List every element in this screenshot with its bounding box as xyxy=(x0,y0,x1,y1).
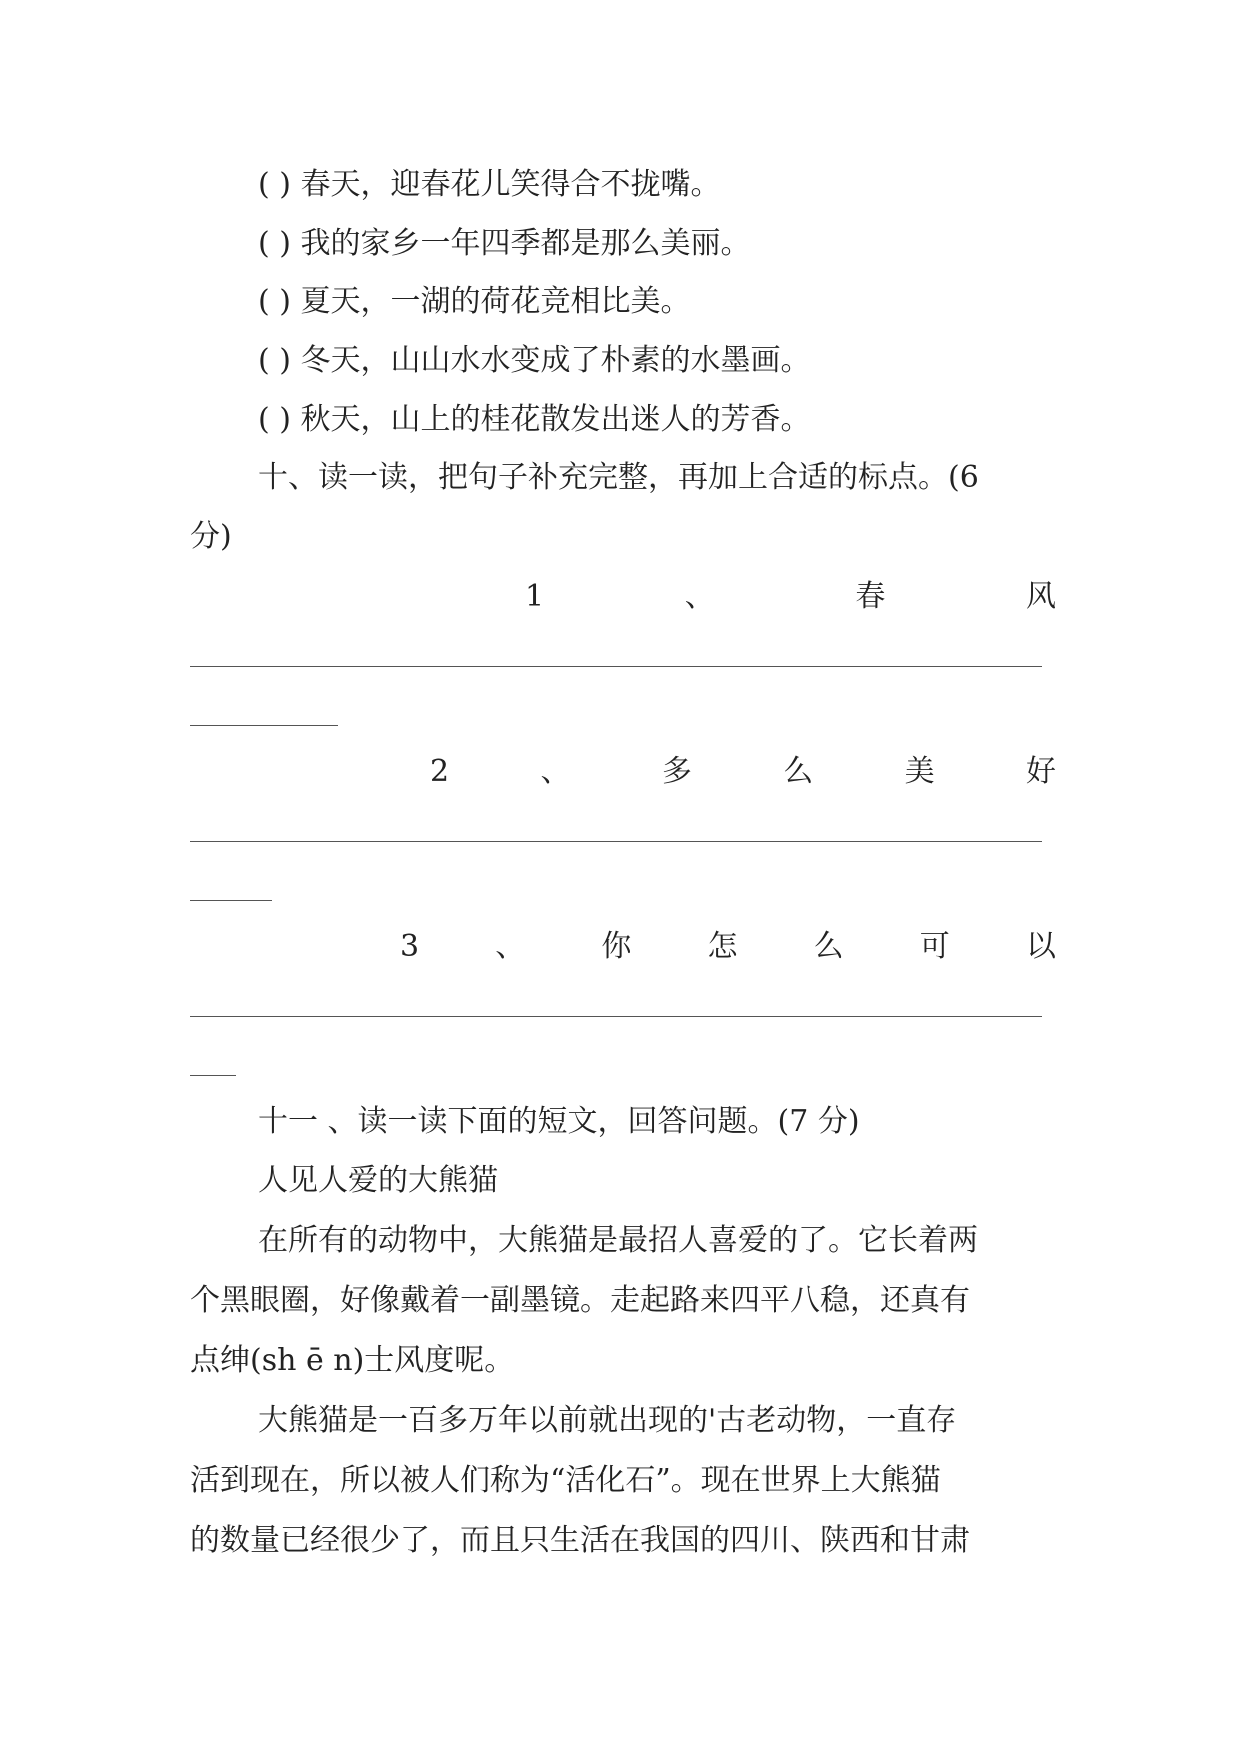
section-11-title: 十一 、读一读下面的短文，回答问题。(7 分) xyxy=(258,1104,860,1139)
item-2-word: 美 xyxy=(904,754,935,789)
item-3-word: 、 xyxy=(495,929,526,964)
answer-line-1-cont[interactable] xyxy=(190,725,338,726)
item-2-word: 好 xyxy=(1025,754,1056,789)
item-1-word: 、 xyxy=(684,579,715,614)
item-2-word: 、 xyxy=(540,754,571,789)
item-3-word: 么 xyxy=(813,929,844,964)
paragraph-2-line-2: 活到现在，所以被人们称为“活化石”。现在世界上大熊猫 xyxy=(190,1463,941,1498)
choice-3: ( ) 夏天，一湖的荷花竞相比美。 xyxy=(258,284,691,319)
answer-line-1[interactable] xyxy=(190,666,1042,667)
fill-item-1 xyxy=(525,577,1056,617)
passage-title: 人见人爱的大熊猫 xyxy=(258,1163,498,1198)
item-2-word: 么 xyxy=(783,754,814,789)
answer-line-2-cont[interactable] xyxy=(190,900,272,901)
item-3-word: 3 xyxy=(400,929,420,964)
answer-line-2[interactable] xyxy=(190,841,1042,842)
item-2-word: 多 xyxy=(661,754,692,789)
choice-5: ( ) 秋天，山上的桂花散发出迷人的芳香。 xyxy=(258,402,811,437)
answer-line-3[interactable] xyxy=(190,1016,1042,1017)
item-3-word: 怎 xyxy=(707,929,738,964)
paragraph-1-line-2: 个黑眼圈，好像戴着一副墨镜。走起路来四平八稳，还真有 xyxy=(190,1283,970,1318)
paragraph-1-line-1: 在所有的动物中，大熊猫是最招人喜爱的了。它长着两 xyxy=(258,1223,978,1258)
item-3-word: 以 xyxy=(1025,929,1056,964)
item-1-word: 风 xyxy=(1025,579,1056,614)
item-1-word: 春 xyxy=(855,579,886,614)
section-10-title-cont: 分) xyxy=(190,519,232,554)
choice-1: ( ) 春天，迎春花儿笑得合不拢嘴。 xyxy=(258,167,721,202)
item-3-word: 你 xyxy=(601,929,632,964)
paragraph-1-line-3: 点绅(sh ē n)士风度呢。 xyxy=(190,1343,515,1378)
fill-item-3 xyxy=(400,927,1056,967)
section-10-title: 十、读一读，把句子补充完整，再加上合适的标点。(6 xyxy=(258,460,979,495)
answer-line-3-cont[interactable] xyxy=(190,1075,236,1076)
choice-2: ( ) 我的家乡一年四季都是那么美丽。 xyxy=(258,226,751,261)
paragraph-2-line-1: 大熊猫是一百多万年以前就出现的'古老动物，一直存 xyxy=(258,1403,957,1438)
item-3-word: 可 xyxy=(919,929,950,964)
fill-item-2 xyxy=(430,752,1056,792)
choice-4: ( ) 冬天，山山水水变成了朴素的水墨画。 xyxy=(258,343,811,378)
paragraph-2-line-3: 的数量已经很少了，而且只生活在我国的四川、陕西和甘肃 xyxy=(190,1523,970,1558)
item-2-word: 2 xyxy=(430,754,450,789)
item-1-word: 1 xyxy=(525,579,545,614)
